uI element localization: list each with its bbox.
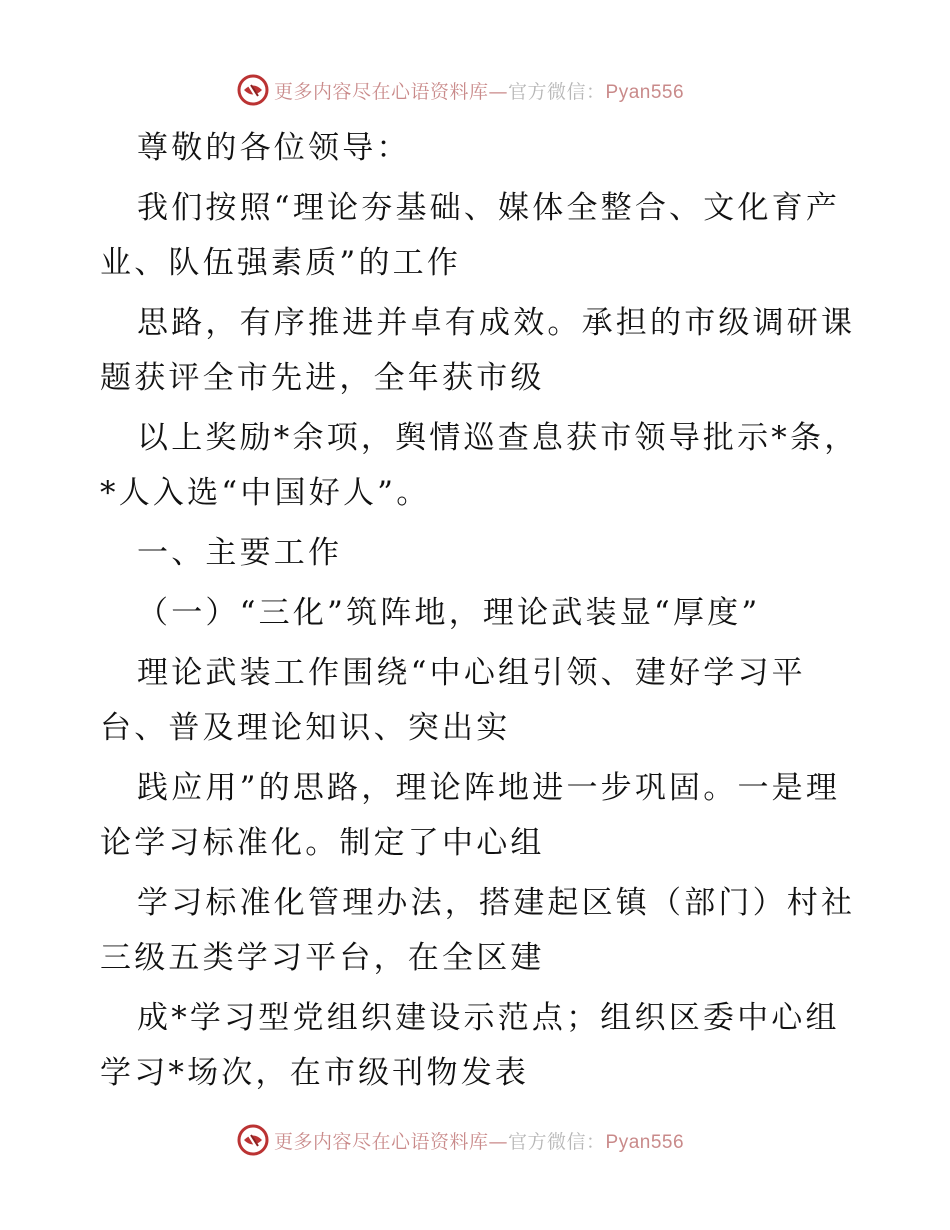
paragraph-line: 学习标准化管理办法，搭建起区镇（部门）村社 [137,885,856,921]
paragraph-line: 业、队伍强素质”的工作 [100,245,462,281]
header-watermark [0,70,950,110]
paragraph-line: 台、普及理论知识、突出实 [100,710,511,746]
watermark-official: 官方微信： [508,1130,606,1153]
paragraph-line: 三级五类学习平台，在全区建 [100,940,545,976]
watermark-wechat-id: Pyan556 [605,1131,685,1153]
logo-icon [236,73,270,107]
watermark-dash: — [488,1130,509,1153]
watermark-brand: 更多内容尽在心语资料库 [274,1130,489,1153]
watermark-dash: — [488,80,509,103]
paragraph-line: *人入选“中国好人”。 [100,475,431,511]
paragraph-line: 践应用”的思路，理论阵地进一步巩固。一是理 [137,770,841,806]
paragraph-line: 理论武装工作围绕“中心组引领、建好学习平 [137,655,806,691]
logo-icon [236,1123,270,1157]
subsection-heading: （一）“三化”筑阵地，理论武装显“厚度” [137,595,761,631]
paragraph-line: 题获评全市先进，全年获市级 [100,360,545,396]
paragraph-line: 成*学习型党组织建设示范点；组织区委中心组 [137,1000,840,1036]
section-heading: 一、主要工作 [137,535,343,571]
watermark-wechat-id: Pyan556 [605,81,685,103]
watermark-brand: 更多内容尽在心语资料库 [274,80,489,103]
footer-watermark [0,1120,950,1160]
paragraph-line: 思路，有序推进并卓有成效。承担的市级调研课 [137,305,856,341]
paragraph-line: 以上奖励*余项，舆情巡查息获市领导批示*条， [137,420,859,456]
watermark-official: 官方微信： [508,80,606,103]
salutation: 尊敬的各位领导： [137,130,411,166]
paragraph-line: 我们按照“理论夯基础、媒体全整合、文化育产 [137,190,841,226]
paragraph-line: 论学习标准化。制定了中心组 [100,825,545,861]
paragraph-line: 学习*场次，在市级刊物发表 [100,1055,530,1091]
